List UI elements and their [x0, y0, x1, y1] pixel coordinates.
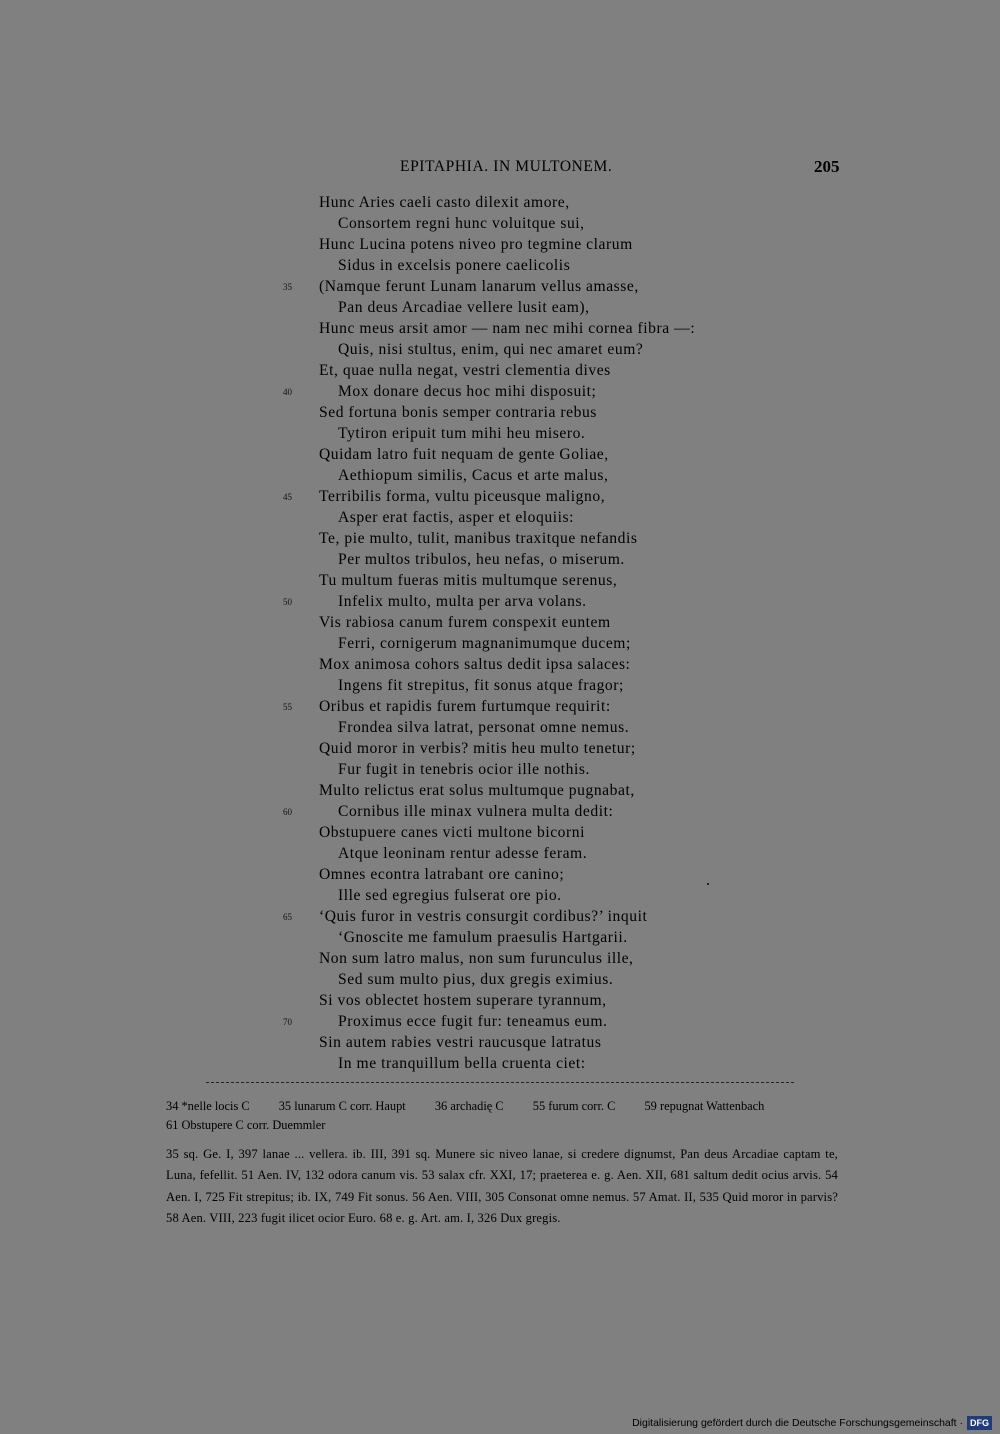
verse-text: Fur fugit in tenebris ocior ille nothis.: [338, 761, 590, 778]
verse-line: [0, 1011, 1000, 1032]
verse-text: Te, pie multo, tulit, manibus traxitque nefandis: [319, 530, 638, 547]
verse-line: [0, 864, 1000, 885]
verse-line: [0, 444, 1000, 465]
verse-line: [0, 822, 1000, 843]
verse-line: [0, 612, 1000, 633]
verse-text: Terribilis forma, vultu piceusque maligno,: [319, 488, 606, 505]
verse-text: Multo relictus erat solus multumque pugnabat,: [319, 782, 635, 799]
page-number: 205: [814, 157, 840, 176]
verse-line: [0, 570, 1000, 591]
line-number: 50: [283, 597, 292, 607]
verse-text: Obstupuere canes victi multone bicorni: [319, 824, 585, 841]
poem-text: [0, 192, 1000, 1074]
verse-text: Et, quae nulla negat, vestri clementia dives: [319, 362, 611, 379]
verse-text: Hunc Lucina potens niveo pro tegmine clarum: [319, 236, 633, 253]
verse-line: [0, 381, 1000, 402]
line-number: 45: [283, 492, 292, 502]
verse-text: Infelix multo, multa per arva volans.: [338, 593, 587, 610]
digitization-footer: [632, 1416, 992, 1430]
verse-line: [0, 780, 1000, 801]
critical-note: 36 archadię C: [434, 1099, 504, 1113]
verse-text: Consortem regni hunc voluitque sui,: [338, 215, 585, 232]
verse-line: [0, 486, 1000, 507]
verse-line: [0, 549, 1000, 570]
verse-text: Quid moror in verbis? mitis heu multo tenetur;: [319, 740, 636, 757]
verse-text: Ferri, cornigerum magnanimumque ducem;: [338, 635, 631, 652]
verse-text: Sidus in excelsis ponere caelicolis: [338, 257, 571, 274]
apparatus-fontium: 35 sq. Ge. I, 397 lanae ... vellera. ib. III, 391 sq. Munere sic niveo lanae, si credere dignumst, Pan deus Arcadiae captam te, Luna, fefellit. 51 Aen. IV, 132 odora canum vis. 53 salax cfr. XXI, 17; praeterea e. g. Aen. XII, 681 saltum dedit ocius arvis. 54 Aen. I, 725 Fit strepitus; ib. IX, 749 Fit sonus. 56 Aen. VIII, 305 Consonat omne nemus. 57 Amat. II, 535 Quid moror in parvis? 58 Aen. VIII, 223 fugit ilicet ocior Euro. 68 e. g. Art. am. I, 326 Dux gregis.: [166, 1147, 838, 1225]
verse-text: Sed sum multo pius, dux gregis eximius.: [338, 971, 614, 988]
verse-text: ‘Quis furor in vestris consurgit cordibus?’ inquit: [319, 908, 648, 925]
verse-text: In me tranquillum bella cruenta ciet:: [338, 1055, 586, 1072]
verse-text: Frondea silva latrat, personat omne nemus.: [338, 719, 630, 736]
verse-text: ‘Gnoscite me famulum praesulis Hartgarii.: [338, 929, 628, 946]
verse-text: Quis, nisi stultus, enim, qui nec amaret eum?: [338, 341, 644, 358]
verse-text: Proximus ecce fugit fur: teneamus eum.: [338, 1013, 608, 1030]
verse-line: [0, 927, 1000, 948]
verse-line: [0, 297, 1000, 318]
verse-text: Cornibus ille minax vulnera multa dedit:: [338, 803, 614, 820]
running-title: EPITAPHIA. IN MULTONEM.: [400, 158, 613, 175]
verse-text: Omnes econtra latrabant ore canino;: [319, 866, 565, 883]
verse-line: [0, 402, 1000, 423]
verse-text: Non sum latro malus, non sum furunculus ille,: [319, 950, 634, 967]
verse-text: Hunc Aries caeli casto dilexit amore,: [319, 194, 570, 211]
verse-line: [0, 990, 1000, 1011]
apparatus-criticus: [166, 1097, 838, 1135]
verse-line: [0, 423, 1000, 444]
verse-line: [0, 675, 1000, 696]
verse-line: [0, 717, 1000, 738]
verse-line: [0, 276, 1000, 297]
verse-text: Ille sed egregius fulserat ore pio.: [338, 887, 562, 904]
verse-line: [0, 759, 1000, 780]
critical-note: 34 *nelle locis C: [166, 1099, 250, 1113]
verse-text: Quidam latro fuit nequam de gente Goliae,: [319, 446, 609, 463]
verse-text: Asper erat factis, asper et eloquiis:: [338, 509, 574, 526]
line-number: 35: [283, 282, 292, 292]
running-head: [0, 158, 1000, 180]
verse-line: [0, 213, 1000, 234]
verse-text: Tu multum fueras mitis multumque serenus,: [319, 572, 618, 589]
critical-note: 61 Obstupere C corr. Duemmler: [166, 1118, 326, 1132]
critical-note: 35 lunarum C corr. Haupt: [278, 1099, 406, 1113]
line-number: 55: [283, 702, 292, 712]
line-number: 65: [283, 912, 292, 922]
verse-line: [0, 1053, 1000, 1074]
funding-notice: Digitalisierung gefördert durch die Deutsche Forschungsgemeinschaft ·: [632, 1417, 963, 1429]
verse-line: [0, 801, 1000, 822]
verse-line: [0, 906, 1000, 927]
verse-text: Atque leoninam rentur adesse feram.: [338, 845, 588, 862]
scan-speck: [707, 883, 709, 885]
verse-text: Vis rabiosa canum furem conspexit euntem: [319, 614, 611, 631]
verse-line: [0, 360, 1000, 381]
critical-note: 55 furum corr. C: [532, 1099, 616, 1113]
verse-line: [0, 843, 1000, 864]
verse-line: [0, 255, 1000, 276]
verse-line: [0, 1032, 1000, 1053]
verse-text: Aethiopum similis, Cacus et arte malus,: [338, 467, 609, 484]
verse-line: [0, 507, 1000, 528]
verse-text: Ingens fit strepitus, fit sonus atque fragor;: [338, 677, 624, 694]
critical-note: 59 repugnat Wattenbach: [644, 1099, 765, 1113]
verse-text: Si vos oblectet hostem superare tyrannum,: [319, 992, 607, 1009]
verse-line: [0, 339, 1000, 360]
verse-line: [0, 885, 1000, 906]
verse-line: [0, 696, 1000, 717]
verse-text: Mox animosa cohors saltus dedit ipsa salaces:: [319, 656, 631, 673]
verse-line: [0, 318, 1000, 339]
verse-line: [0, 465, 1000, 486]
line-number: 60: [283, 807, 292, 817]
verse-line: [0, 654, 1000, 675]
verse-text: Tytiron eripuit tum mihi heu misero.: [338, 425, 586, 442]
verse-line: [0, 633, 1000, 654]
verse-text: Pan deus Arcadiae vellere lusit eam),: [338, 299, 590, 316]
verse-text: Oribus et rapidis furem furtumque requirit:: [319, 698, 611, 715]
dfg-logo: DFG: [967, 1416, 992, 1430]
verse-line: [0, 591, 1000, 612]
line-number: 40: [283, 387, 292, 397]
verse-line: [0, 528, 1000, 549]
verse-text: Hunc meus arsit amor — nam nec mihi cornea fibra —:: [319, 320, 696, 337]
verse-line: [0, 948, 1000, 969]
verse-line: [0, 234, 1000, 255]
verse-line: [0, 738, 1000, 759]
line-number: 70: [283, 1017, 292, 1027]
verse-line: [0, 192, 1000, 213]
verse-line: [0, 969, 1000, 990]
verse-text: (Namque ferunt Lunam lanarum vellus amasse,: [319, 278, 639, 295]
verse-text: Sed fortuna bonis semper contraria rebus: [319, 404, 597, 421]
verse-text: Mox donare decus hoc mihi disposuit;: [338, 383, 597, 400]
verse-text: Sin autem rabies vestri raucusque latratus: [319, 1034, 602, 1051]
footnote-rule: [206, 1082, 794, 1083]
verse-text: Per multos tribulos, heu nefas, o miserum.: [338, 551, 625, 568]
